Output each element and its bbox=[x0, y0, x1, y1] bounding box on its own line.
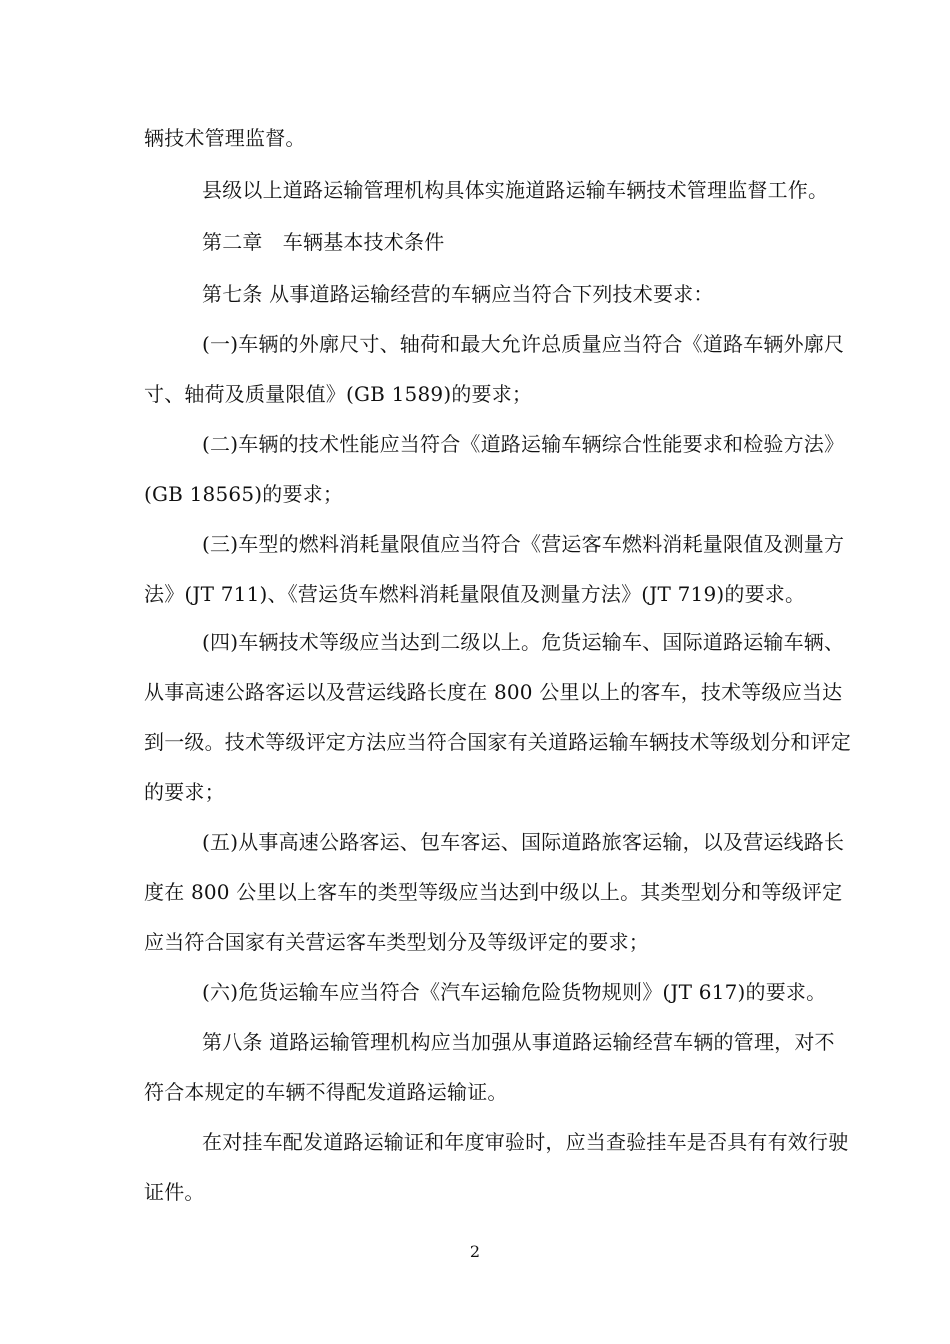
text-line-15: (五)从事高速公路客运、包车客运、国际道路旅客运输，以及营运线路长 bbox=[202, 830, 845, 854]
text-line-18: (六)危货运输车应当符合《汽车运输危险货物规则》(JT 617)的要求。 bbox=[202, 980, 827, 1004]
text-line-12: 从事高速公路客运以及营运线路长度在 800 公里以上的客车，技术等级应当达 bbox=[144, 680, 843, 704]
text-line-21: 在对挂车配发道路运输证和年度审验时，应当查验挂车是否具有有效行驶 bbox=[202, 1130, 849, 1154]
text-line-16: 度在 800 公里以上客车的类型等级应当达到中级以上。其类型划分和等级评定 bbox=[144, 880, 843, 904]
text-line-2: 县级以上道路运输管理机构具体实施道路运输车辆技术管理监督工作。 bbox=[202, 178, 829, 202]
text-line-17: 应当符合国家有关营运客车类型划分及等级评定的要求； bbox=[144, 930, 649, 954]
text-line-10: 法》(JT 711)、《营运货车燃料消耗量限值及测量方法》(JT 719)的要求。 bbox=[144, 582, 806, 606]
text-line-22: 证件。 bbox=[144, 1180, 205, 1204]
text-line-9: (三)车型的燃料消耗量限值应当符合《营运客车燃料消耗量限值及测量方 bbox=[202, 532, 845, 556]
article-eight-heading: 第八条 道路运输管理机构应当加强从事道路运输经营车辆的管理，对不 bbox=[202, 1030, 835, 1054]
article-seven-heading: 第七条 从事道路运输经营的车辆应当符合下列技术要求： bbox=[202, 282, 714, 306]
page-number: 2 bbox=[469, 1242, 481, 1261]
text-line-8: (GB 18565)的要求； bbox=[144, 482, 344, 506]
text-line-6: 寸、轴荷及质量限值》(GB 1589)的要求； bbox=[144, 382, 533, 406]
text-line-14: 的要求； bbox=[144, 780, 225, 804]
text-line-7: (二)车辆的技术性能应当符合《道路运输车辆综合性能要求和检验方法》 bbox=[202, 432, 845, 456]
text-line-1: 辆技术管理监督。 bbox=[144, 126, 306, 150]
chapter-heading: 第二章 车辆基本技术条件 bbox=[202, 230, 445, 254]
text-line-11: (四)车辆技术等级应当达到二级以上。危货运输车、国际道路运输车辆、 bbox=[202, 630, 845, 654]
text-line-5: (一)车辆的外廓尺寸、轴荷和最大允许总质量应当符合《道路车辆外廓尺 bbox=[202, 332, 845, 356]
text-line-13: 到一级。技术等级评定方法应当符合国家有关道路运输车辆技术等级划分和评定 bbox=[144, 730, 851, 754]
text-line-20: 符合本规定的车辆不得配发道路运输证。 bbox=[144, 1080, 508, 1104]
